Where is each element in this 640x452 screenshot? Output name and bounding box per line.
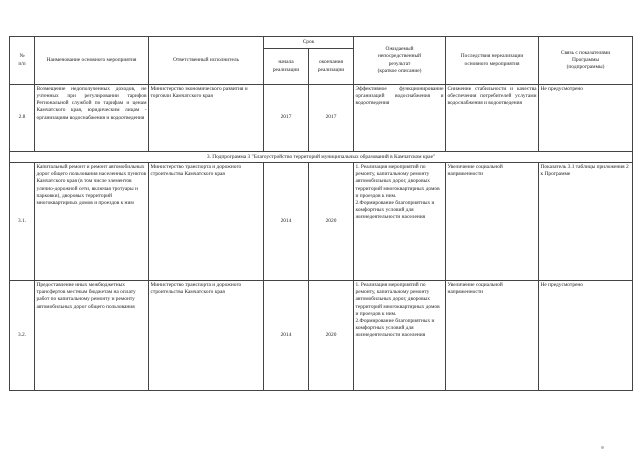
header-term-end: окончания реализации (309, 49, 354, 85)
table-row (10, 163, 633, 281)
row-executor: Министерство транспорта и дорожного строительства Камчатского края (149, 281, 264, 391)
row-name: Предоставление иных межбюджетных трансфертов местным бюджетам на оплату работ по капитальному ремонту и ремонту автомобильных дорог общего пользования (35, 281, 149, 391)
header-result: Ожидаемый непосредственный результат (краткое описание) (354, 37, 446, 85)
row-result: 1. Реализация мероприятий по ремонту, капитальному ремонту автомобильных дорог, дворовых территорий многоквартирных домов и проездов к ним. 2.Формирование благоприятных и комфортных условий для жизнедеятельности населения (354, 281, 446, 391)
row-end: 2017 (309, 85, 354, 152)
row-executor: Министерство транспорта и дорожного строительства Камчатского края (149, 163, 264, 281)
header-consequences: Последствия нереализации основного мероприятия (446, 37, 539, 85)
row-name: Капитальный ремонт и ремонт автомобильных дорог общего пользования населенных пунктов Камчатского края (в том числе элементов улично-дорожной сети, включая тротуары и парковки), дворовых территорий многоквартирных домов и проездов к ним (35, 163, 149, 281)
row-num: 3.1. (10, 163, 35, 281)
header-num: № п/п (10, 37, 35, 85)
row-num: 3.2. (10, 281, 35, 391)
row-name: Возмещение недополученных доходов, не учтенных при регулировании тарифов Региональной службой по тарифам и ценам Камчатского края, юридическим лицам - организациям водоснабжения и водоотведения (35, 85, 149, 152)
row-start: 2014 (264, 281, 309, 391)
row-consequences: Увеличение социальной напряженности (446, 281, 539, 391)
row-consequences: Снижение стабильности и качества обеспечения потребителей услугами водоснабжения и водоотведения (446, 85, 539, 152)
row-end: 2020 (309, 281, 354, 391)
row-num: 2.8 (10, 85, 35, 152)
row-result: Эффективное функционирование организаций водоснабжения и водоотведения (354, 85, 446, 152)
measures-table (9, 36, 633, 391)
row-link: Не предусмотрено (539, 281, 633, 391)
header-name: Наименование основного мероприятия (35, 37, 149, 85)
row-start: 2014 (264, 163, 309, 281)
row-result: 1. Реализация мероприятий по ремонту, капитальному ремонту автомобильных дорог, дворовых территорий многоквартирных домов и проездов к ним. 2.Формирование благоприятных и комфортных условий для жизнедеятельности населения (354, 163, 446, 281)
row-start: 2017 (264, 85, 309, 152)
row-link: Не предусмотрено (539, 85, 633, 152)
row-consequences: Увеличение социальной напряженности (446, 163, 539, 281)
table-row (10, 281, 633, 391)
header-term-start: начала реализации (264, 49, 309, 85)
section-heading: 3. Подпрограмма 3 "Благоустройство территорий муниципальных образований в Камчатском крае" (10, 152, 633, 163)
row-link: Показатель 3.1 таблицы приложения 2 к Программе (539, 163, 633, 281)
row-end: 2020 (309, 163, 354, 281)
header-executor: Ответственный исполнитель (149, 37, 264, 85)
table-row (10, 85, 633, 152)
header-link: Связь с показателями Программы (подпрограммы) (539, 37, 633, 85)
header-term: Срок (264, 37, 354, 49)
row-executor: Министерство экономического развития и торговли Камчатского края (149, 85, 264, 152)
scan-dot (601, 446, 604, 449)
